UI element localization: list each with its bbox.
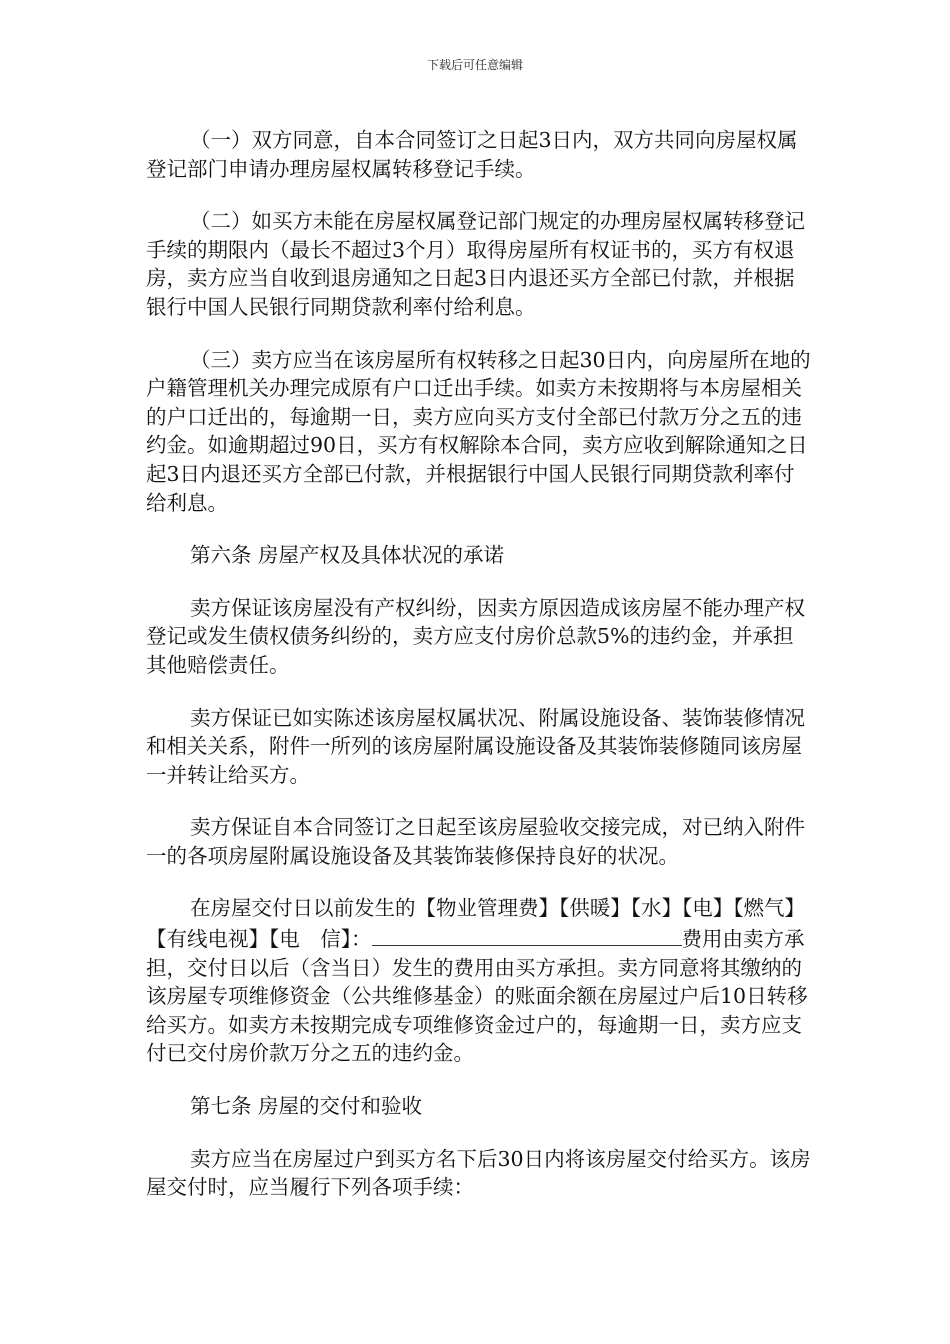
clause-5-item-1 (146, 126, 814, 183)
article-7-heading (146, 1092, 814, 1121)
page-header: 下载后可任意编辑 (426, 58, 523, 72)
fill-in-blank[interactable] (372, 923, 630, 946)
clause-text: 卖方保证已如实陈述该房屋权属状况、附属设施设备、装饰装修情况和相关关系，附件一所列的该房屋附属设施设备及其装饰装修随同该房屋一并转让给买方。 (146, 705, 805, 787)
heading-text: 第六条 房屋产权及具体状况的承诺 (190, 543, 505, 568)
clause-text: 卖方保证该房屋没有产权纠纷，因卖方原因造成该房屋不能办理产权登记或发生债权债务纠纷的，卖方应支付房价总款5%的违约金，并承担其他赔偿责任。 (146, 595, 805, 677)
clause-text: （一）双方同意，自本合同签订之日起3日内，双方共同向房屋权属登记部门申请办理房屋权属转移登记手续。 (146, 128, 798, 181)
article-7-para-1 (146, 1145, 814, 1202)
fill-in-blank-continued[interactable] (630, 923, 682, 946)
clause-5-item-2 (146, 207, 814, 321)
article-6-heading (146, 541, 814, 570)
clause-text: 在房屋交付日以前发生的【物业管理费】【供暖】【水】【电】【燃气】【有线电视】【电 信】： (146, 896, 805, 952)
clause-text: 费用由卖方承担，交付日以后（含当日）发生的费用由买方承担。卖方同意将其缴纳的该房屋专项维修资金（公共维修基金）的账面余额在房屋过户后10日转移给买方。如卖方未按期完成专项维修资金过户的，每逾期一日，卖方应支付已交付房价款万分之五的违约金。 (146, 927, 808, 1066)
clause-text: （三）卖方应当在该房屋所有权转移之日起30日内，向房屋所在地的户籍管理机关办理完成原有户口迁出手续。如卖方未按期将与本房屋相关的户口迁出的，每逾期一日，卖方应向买方支付全部已付款万分之五的违约金。如逾期超过90日，买方有权解除本合同，卖方应收到解除通知之日起3日内退还买方全部已付款，并根据银行中国人民银行同期贷款利率付给利息。 (146, 347, 811, 515)
article-6-para-2 (146, 704, 814, 790)
article-6-para-4 (146, 894, 814, 1068)
clause-text: 卖方应当在房屋过户到买方名下后30日内将该房屋交付给买方。该房屋交付时，应当履行下列各项手续： (146, 1146, 811, 1200)
clause-text: （二）如买方未能在房屋权属登记部门规定的办理房屋权属转移登记手续的期限内（最长不超过3个月）取得房屋所有权证书的，买方有权退房，卖方应当自收到退房通知之日起3日内退还买方全部已付款，并根据银行中国人民银行同期贷款利率付给利息。 (146, 209, 805, 319)
document-body (146, 126, 814, 1226)
article-6-para-3 (146, 813, 814, 870)
heading-text: 第七条 房屋的交付和验收 (190, 1094, 423, 1119)
clause-text: 卖方保证自本合同签订之日起至该房屋验收交接完成，对已纳入附件一的各项房屋附属设施设备及其装饰装修保持良好的状况。 (146, 815, 805, 868)
clause-5-item-3 (146, 346, 814, 518)
article-6-para-1 (146, 594, 814, 680)
